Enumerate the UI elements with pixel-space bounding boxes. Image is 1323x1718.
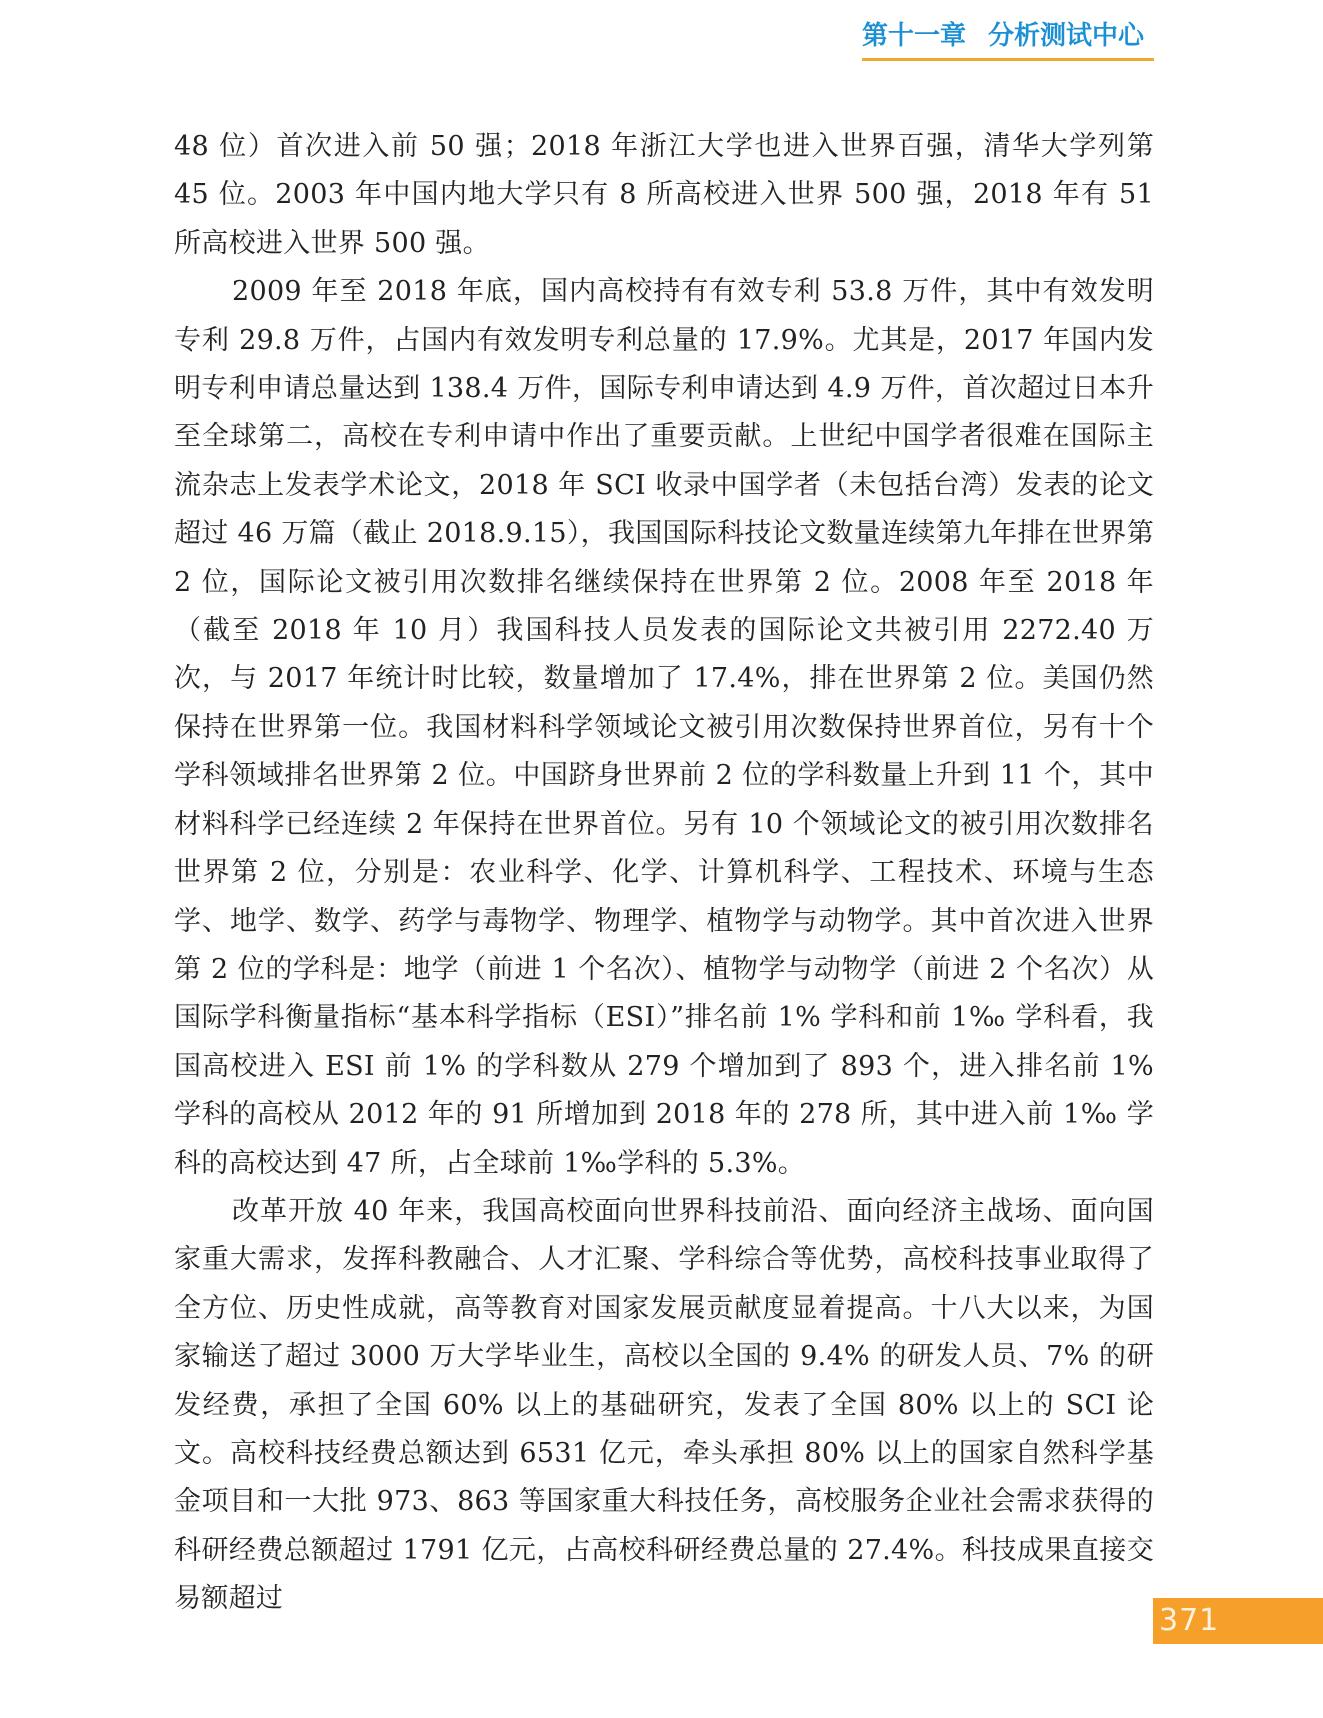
chapter-label: 第十一章 [862, 21, 967, 51]
paragraph-2: 2009 年至 2018 年底，国内高校持有有效专利 53.8 万件，其中有效发明专利 29.8 万件，占国内有效发明专利总量的 17.9%。尤其是，2017 年国内发明专利申请总量达到 138.4 万件，国际专利申请达到 4.9 万件，首次超过日本升至全球第二，高校在专利申请中作出了重要贡献。上世纪中国学者很难在国际主流杂志上发表学术论文，2018 年 SCI 收录中国学者（未包括台湾）发表的论文超过 46 万篇（截止 2018.9.15），我国国际科技论文数量连续第九年排在世界第 2 位，国际论文被引用次数排名继续保持在世界第 2 位。2008 年至 2018 年（截至 2018 年 10 月）我国科技人员发表的国际论文共被引用 2272.40 万次，与 2017 年统计时比较，数量增加了 17.4%，排在世界第 2 位。美国仍然保持在世界第一位。我国材料科学领域论文被引用次数保持世界首位，另有十个学科领域排名世界第 2 位。中国跻身世界前 2 位的学科数量上升到 11 个，其中材料科学已经连续 2 年保持在世界首位。另有 10 个领域论文的被引用次数排名世界第 2 位，分别是：农业科学、化学、计算机科学、工程技术、环境与生态学、地学、数学、药学与毒物学、物理学、植物学与动物学。其中首次进入世界第 2 位的学科是：地学（前进 1 个名次）、植物学与动物学（前进 2 个名次）从国际学科衡量指标“基本科学指标（ESI）”排名前 1% 学科和前 1‰ 学科看，我国高校进入 ESI 前 1% 的学科数从 279 个增加到了 893 个，进入排名前 1% 学科的高校从 2012 年的 91 所增加到 2018 年的 278 所，其中进入前 1‰ 学科的高校达到 47 所，占全球前 1‰学科的 5.3%。 [174, 276, 1154, 1179]
header-rule [862, 58, 1154, 61]
running-header [862, 14, 1154, 58]
page-number: 371 [1159, 1603, 1220, 1638]
body-text [174, 123, 1154, 1624]
paragraph-1: 48 位）首次进入前 50 强；2018 年浙江大学也进入世界百强，清华大学列第 45 位。2003 年中国内地大学只有 8 所高校进入世界 500 强，2018 年有 51 所高校进入世界 500 强。 [174, 131, 1154, 259]
paragraph-3: 改革开放 40 年来，我国高校面向世界科技前沿、面向经济主战场、面向国家重大需求，发挥科教融合、人才汇聚、学科综合等优势，高校科技事业取得了全方位、历史性成就，高等教育对国家发展贡献度显着提高。十八大以来，为国家输送了超过 3000 万大学毕业生，高校以全国的 9.4% 的研发人员、7% 的研发经费，承担了全国 60% 以上的基础研究，发表了全国 80% 以上的 SCI 论文。高校科技经费总额达到 6531 亿元，牵头承担 80% 以上的国家自然科学基金项目和一大批 973、863 等国家重大科技任务，高校服务企业社会需求获得的科研经费总额超过 1791 亿元，占高校科研经费总量的 27.4%。科技成果直接交易额超过 [174, 1195, 1154, 1615]
section-title: 分析测试中心 [988, 21, 1145, 51]
